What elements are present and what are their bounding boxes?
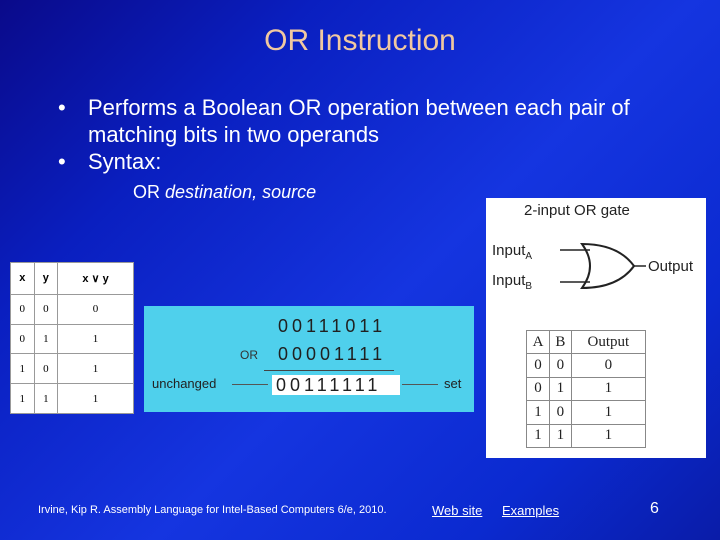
- table-cell: 1: [11, 354, 35, 384]
- table-row: [527, 424, 646, 447]
- table-row: [11, 384, 134, 414]
- or-example-panel: [144, 306, 474, 412]
- bullet-icon: •: [58, 149, 66, 174]
- table-row: [527, 377, 646, 400]
- bullet-text: Syntax:: [88, 149, 162, 174]
- table-row: [11, 324, 134, 354]
- table-cell: 1: [550, 377, 572, 400]
- table-header-row: [527, 331, 646, 354]
- table-header: y: [34, 263, 58, 295]
- input-b-text: Input: [492, 272, 526, 289]
- table-cell: 0: [571, 354, 645, 377]
- table-cell: 1: [34, 384, 58, 414]
- bullet-item-1: [58, 94, 698, 148]
- unchanged-label: unchanged: [152, 376, 217, 391]
- result-unchanged-bits: 0011: [276, 375, 330, 395]
- operand-1: 00111011: [278, 316, 387, 336]
- unchanged-arrow-line: [232, 384, 268, 385]
- table-cell: 0: [550, 401, 572, 424]
- input-a-subscript: A: [525, 251, 533, 262]
- table-row: [527, 401, 646, 424]
- table-cell: 1: [58, 384, 134, 414]
- syntax-line: [133, 182, 316, 203]
- table-header: B: [550, 331, 572, 354]
- bullet-item-2: [58, 148, 698, 175]
- bullet-icon: •: [58, 95, 66, 120]
- citation-text: Irvine, Kip R. Assembly Language for Intel-Based Computers 6/e, 2010.: [38, 504, 387, 516]
- table-header: Output: [571, 331, 645, 354]
- table-cell: 1: [34, 324, 58, 354]
- truth-table-left: [10, 262, 134, 414]
- set-label: set: [444, 376, 462, 391]
- input-b-label: [492, 272, 532, 292]
- or-gate-panel: [486, 198, 706, 458]
- result-box: [272, 375, 400, 395]
- slide-title: OR Instruction: [264, 24, 456, 57]
- table-cell: 0: [527, 377, 550, 400]
- bullet-text: Performs a Boolean OR operation between each pair of matching bits in two operands: [88, 95, 630, 147]
- table-cell: 1: [11, 384, 35, 414]
- output-label: Output: [648, 258, 694, 275]
- table-cell: 1: [527, 424, 550, 447]
- operand-2: 00001111: [278, 344, 387, 364]
- table-cell: 1: [58, 354, 134, 384]
- syntax-operands: destination, source: [165, 182, 317, 202]
- sum-line: [264, 370, 394, 371]
- input-a-label: [492, 242, 532, 262]
- web-site-link[interactable]: Web site: [432, 503, 483, 518]
- gate-title: 2-input OR gate: [524, 202, 630, 219]
- table-cell: 1: [571, 424, 645, 447]
- input-b-subscript: B: [525, 281, 533, 292]
- table-cell: 0: [34, 294, 58, 324]
- table-header: x: [11, 263, 35, 295]
- examples-link[interactable]: Examples: [502, 503, 560, 518]
- gate-truth-table: [526, 330, 646, 448]
- table-row: [527, 354, 646, 377]
- table-cell: 1: [550, 424, 572, 447]
- table-cell: 0: [58, 294, 134, 324]
- table-row: [11, 294, 134, 324]
- operator-label: OR: [240, 348, 258, 362]
- table-cell: 0: [34, 354, 58, 384]
- input-a-text: Input: [492, 242, 526, 259]
- table-cell: 0: [11, 294, 35, 324]
- result-set-bits: 1111: [329, 375, 382, 395]
- table-cell: 0: [550, 354, 572, 377]
- table-header: A: [527, 331, 550, 354]
- bullet-list: [58, 94, 698, 175]
- syntax-opcode: OR: [133, 182, 160, 202]
- table-cell: 1: [527, 401, 550, 424]
- table-cell: 1: [571, 377, 645, 400]
- set-arrow-line: [402, 384, 438, 385]
- table-header: x ∨ y: [58, 263, 134, 295]
- table-cell: 1: [571, 401, 645, 424]
- table-cell: 0: [11, 324, 35, 354]
- table-row: [11, 354, 134, 384]
- table-cell: 1: [58, 324, 134, 354]
- table-header-row: [11, 263, 134, 295]
- table-cell: 0: [527, 354, 550, 377]
- page-number: 6: [650, 500, 659, 517]
